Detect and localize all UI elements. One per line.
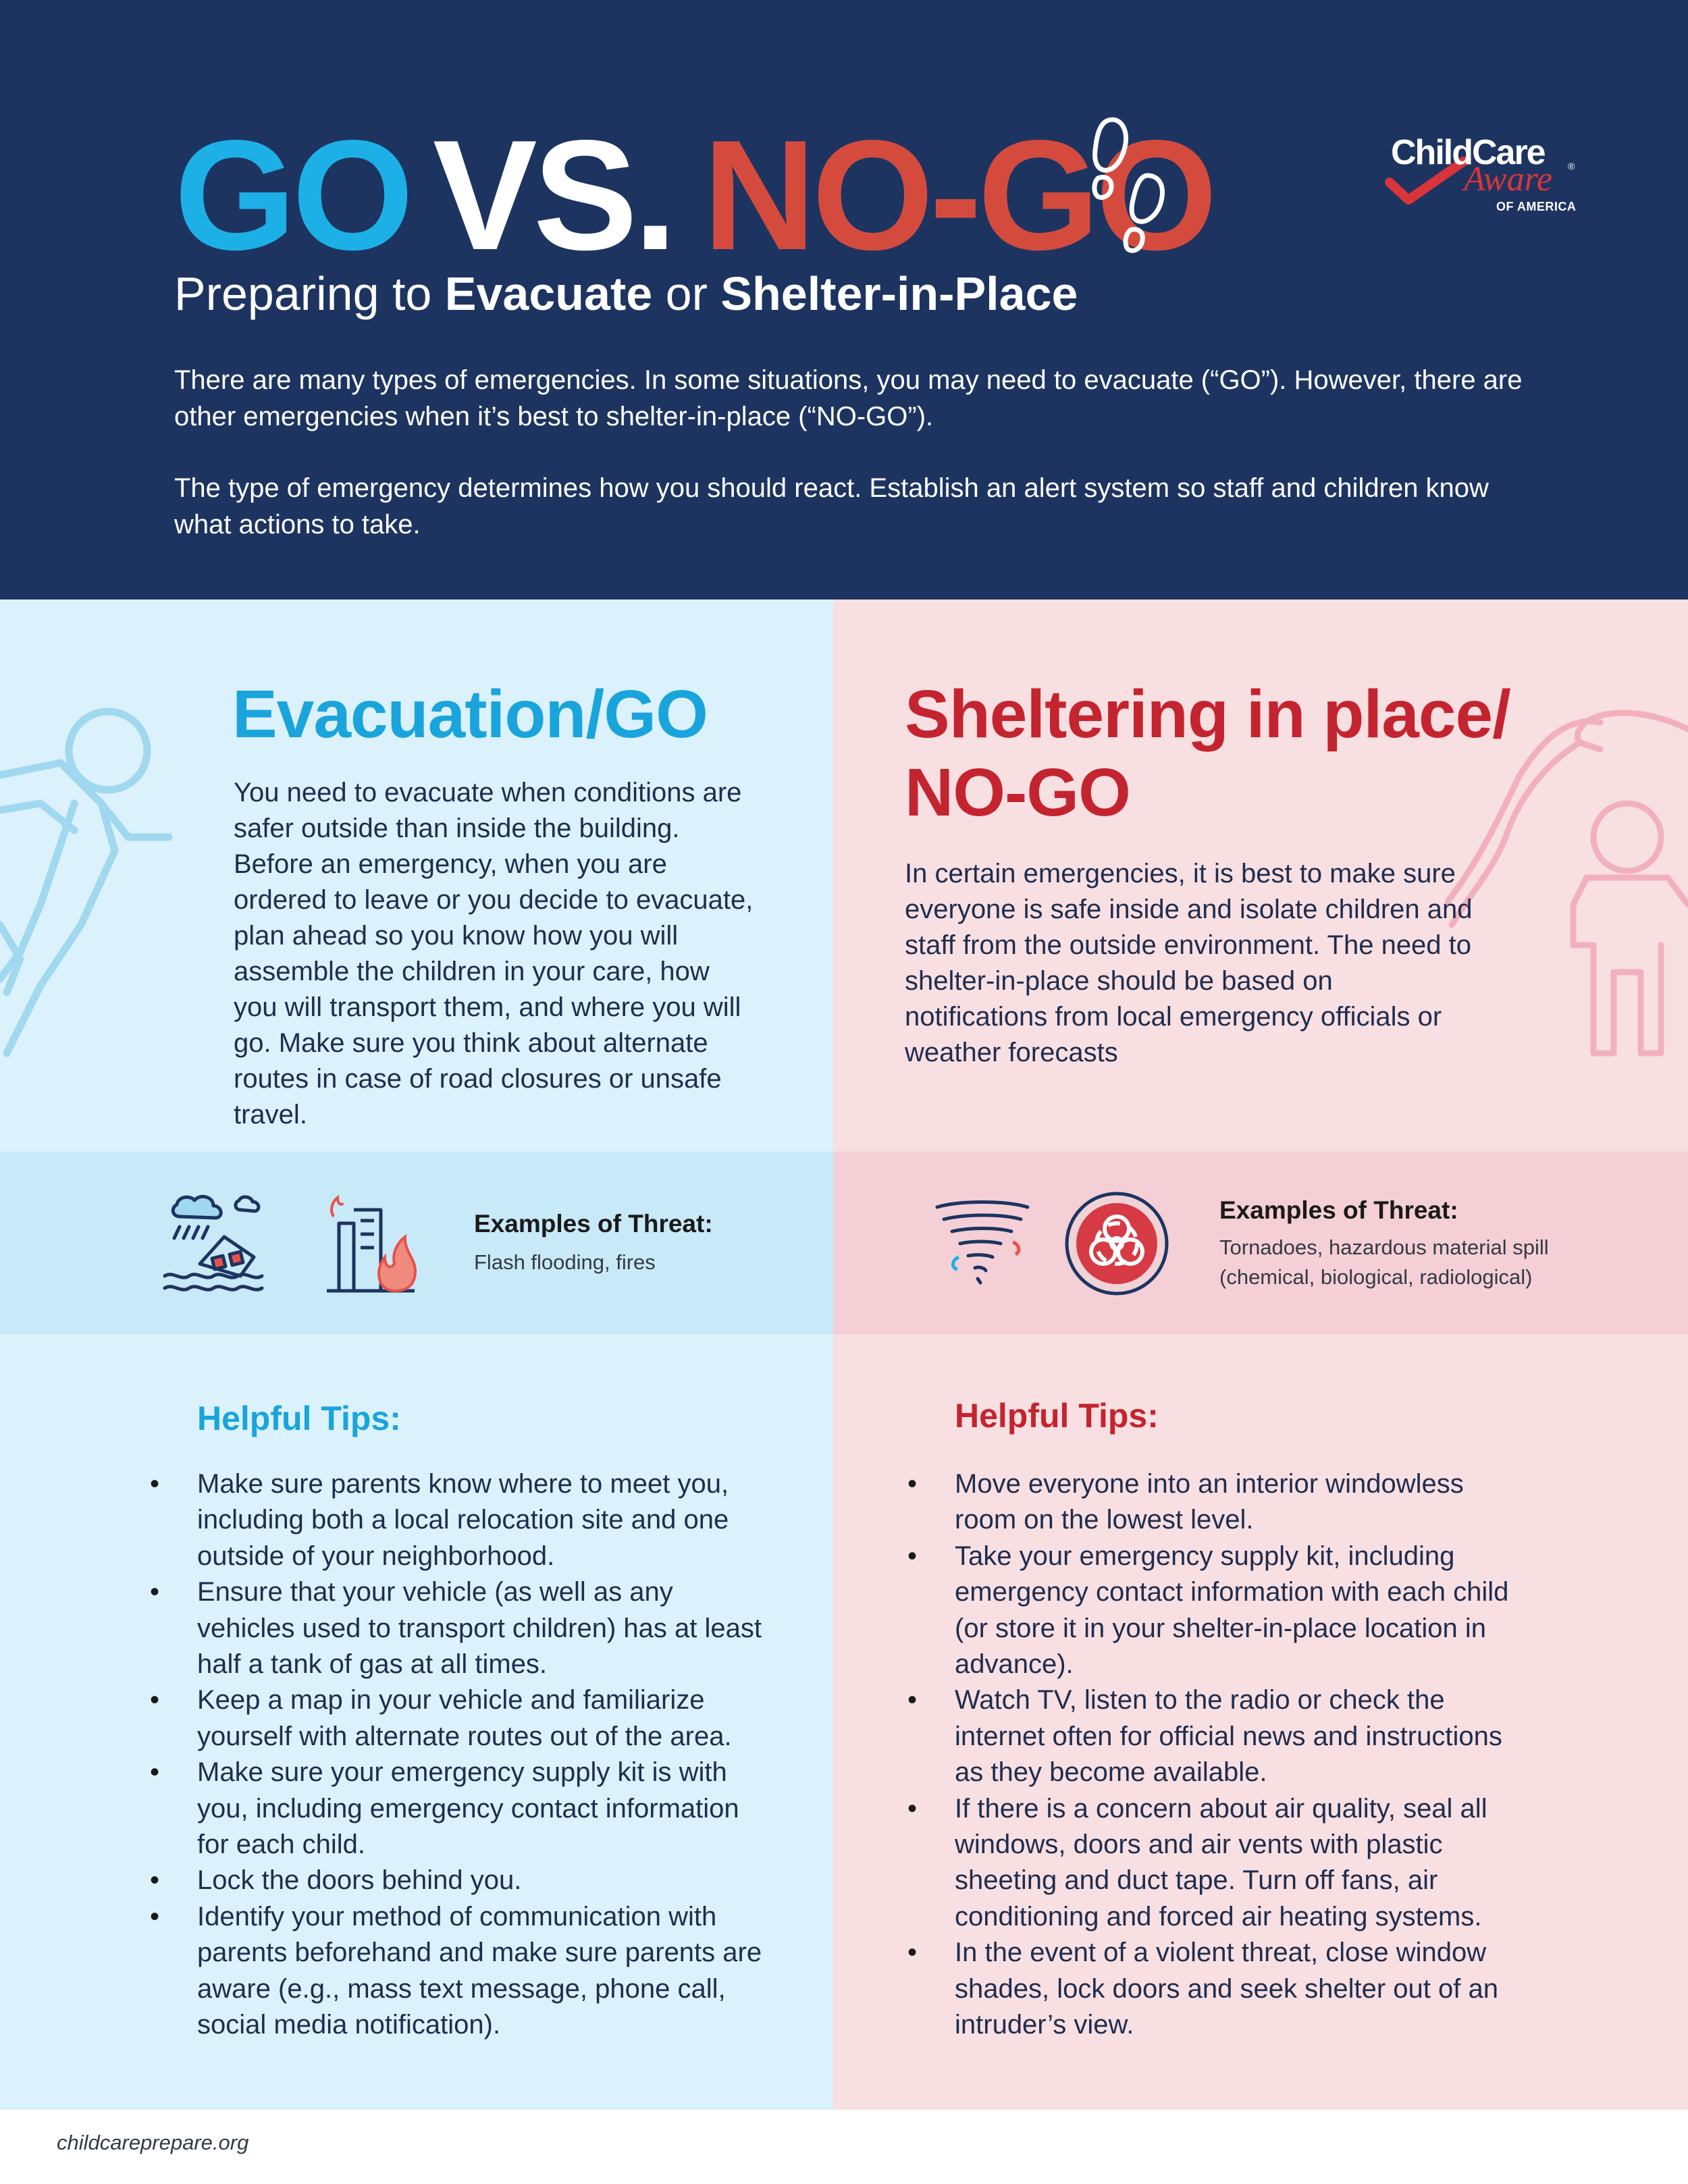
evacuation-threat-title: Examples of Threat:: [474, 1210, 713, 1237]
title-vs: VS.: [432, 108, 673, 283]
evacuation-title: Evacuation/GO: [232, 676, 708, 752]
shelter-threat-text: Tornadoes, hazardous material spill (chemical, biological, radiological): [1219, 1235, 1549, 1289]
evacuation-body: You need to evacuate when conditions are safer outside than inside the building. Before an emergency, when you are ordered to leave or you decide to evacuate, plan ahead so you know how you will assemble the children in your care, how you will transport them, and where you will go. Make sure you think about alternate routes in case of road closures or unsafe travel.: [234, 778, 754, 1129]
list-item: • Make sure parents know where to meet you, including both a local relocation site and one outside of your neighborhood.: [197, 1466, 764, 1574]
title-go: GO: [174, 108, 410, 283]
footprints-icon: [1074, 113, 1175, 262]
logo-registered: ®: [1568, 161, 1575, 171]
page-subtitle: [174, 267, 1078, 321]
fire-building-icon: [320, 1190, 421, 1298]
list-item: • Identify your method of communication with parents beforehand and make sure parents are aware (e.g., mass text message, phone call, social media notification).: [197, 1899, 764, 2044]
shelter-threat-title: Examples of Threat:: [1219, 1196, 1458, 1224]
list-item: • Make sure your emergency supply kit is with you, including emergency contact information for each child.: [197, 1755, 764, 1863]
list-item: • Lock the doors behind you.: [197, 1863, 764, 1898]
subtitle-or: or: [652, 267, 721, 320]
flood-icon: [159, 1190, 267, 1298]
intro-paragraph-2: The type of emergency determines how you should react. Establish an alert system so staff and children know what actions to take.: [174, 473, 1489, 539]
list-item: • Watch TV, listen to the radio or check the internet often for official news and instructions as they become available.: [955, 1682, 1522, 1790]
list-item: • Ensure that your vehicle (as well as any vehicles used to transport children) has at least half a tank of gas at all times.: [197, 1574, 764, 1682]
title-nogo: NO-GO: [702, 108, 1214, 283]
page-title: [174, 108, 1214, 283]
evacuation-tips-list: [197, 1466, 764, 2044]
running-person-icon: [0, 702, 189, 1080]
shelter-body: In certain emergencies, it is best to make sure everyone is safe inside and isolate children and staff from the outside environment. The need to shelter-in-place should be based on notifications from local emergency officials or weather forecasts: [905, 859, 1473, 1067]
subtitle-shelter: Shelter-in-Place: [720, 267, 1078, 320]
list-item: • In the event of a violent threat, close window shades, lock doors and seek shelter out of an intruder’s view.: [955, 1935, 1522, 2043]
list-item: • If there is a concern about air quality, seal all windows, doors and air vents with plastic sheeting and duct tape. Turn off fans, air conditioning and forced air heating systems.: [955, 1791, 1522, 1936]
logo-line-3: OF AMERICA: [1496, 200, 1577, 213]
footer-url[interactable]: childcareprepare.org: [57, 2131, 249, 2154]
shelter-title: Sheltering in place/ NO-GO: [905, 676, 1510, 830]
childcare-aware-logo: [1384, 116, 1587, 217]
intro-paragraph-1: There are many types of emergencies. In some situations, you may need to evacuate (“GO”). However, there are other emergencies when it’s best to shelter-in-place (“NO-GO”).: [174, 365, 1523, 431]
evacuation-threat-text: Flash flooding, fires: [474, 1250, 656, 1274]
list-item: • Keep a map in your vehicle and familiarize yourself with alternate routes out of the area.: [197, 1682, 764, 1755]
shelter-tips-list: [955, 1466, 1522, 2044]
header-banner: [0, 0, 1688, 600]
subtitle-prefix: Preparing to: [174, 267, 445, 320]
subtitle-evacuate: Evacuate: [444, 267, 653, 320]
biohazard-icon: [1064, 1191, 1169, 1296]
list-item: • Move everyone into an interior windowless room on the lowest level.: [955, 1466, 1522, 1539]
logo-line-1: ChildCare: [1391, 133, 1545, 172]
shelter-tips-title: Helpful Tips:: [955, 1397, 1159, 1435]
tornado-icon: [932, 1195, 1033, 1289]
evacuation-tips-title: Helpful Tips:: [197, 1400, 401, 1437]
list-item: • Take your emergency supply kit, including emergency contact information with each child (or store it in your shelter-in-place location in advance).: [955, 1539, 1522, 1683]
logo-line-2: Aware: [1464, 160, 1552, 198]
